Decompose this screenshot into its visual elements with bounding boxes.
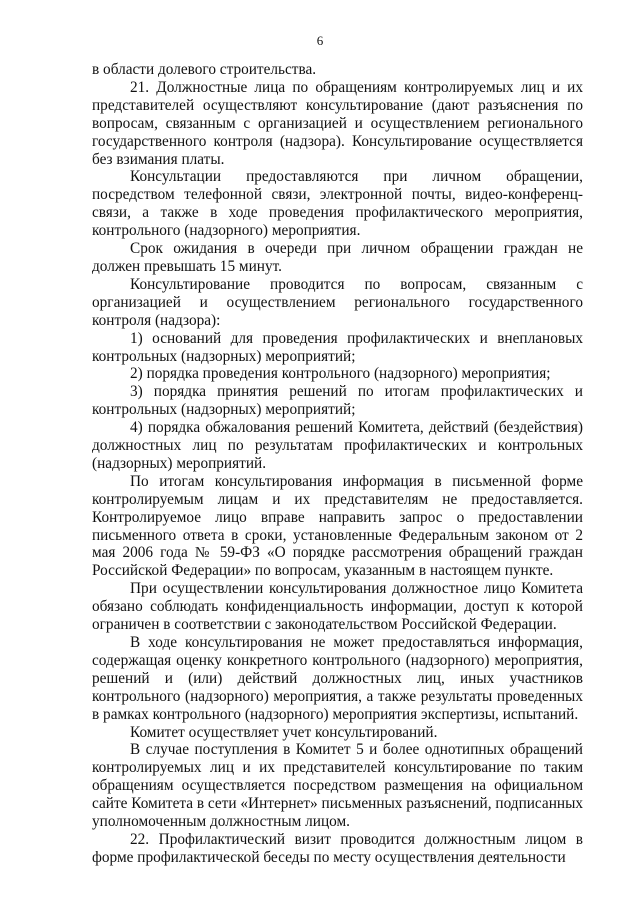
list-item: 3) порядка принятия решений по итогам профилактических и контрольных (надзорных) мероприятий;	[92, 383, 583, 419]
page-number: 6	[316, 33, 324, 48]
list-item: 2) порядка проведения контрольного (надзорного) мероприятия;	[130, 365, 551, 383]
document-body	[92, 61, 583, 867]
paragraph: Срок ожидания в очереди при личном обращении граждан не должен превышать 15 минут.	[92, 240, 583, 275]
paragraph: В случае поступления в Комитет 5 и более однотипных обращений контролируемых лиц и их представителей консультирование по таким обращениям осуществляется посредством размещения на официальном сайте Комитета в сети «Интернет» письменных разъяснений, подписанных уполномоченным должностным лицом.	[92, 741, 584, 831]
paragraph: По итогам консультирования информация в письменной форме контролируемым лицам и их представителям не предоставляется. Контролируемое лицо вправе направить запрос о предоставлении письменного ответа в сроки, установленные Федеральным законом от 2 мая 2006 года № 59-ФЗ «О порядке рассмотрения обращений граждан Российской Федерации» по вопросам, указанным в настоящем пункте.	[92, 472, 583, 580]
paragraph: Консультации предоставляются при личном обращении, посредством телефонной связи, электронной почты, видео-конференц-связи, а также в ходе проведения профилактического мероприятия, контрольного (надзорного) мероприятия.	[92, 168, 583, 240]
paragraph: 22. Профилактический визит проводится должностным лицом в форме профилактической беседы по месту осуществления деятельности	[92, 830, 583, 866]
paragraph: При осуществлении консультирования должностное лицо Комитета обязано соблюдать конфиденциальность информации, доступ к которой ограничен в соответствии с законодательством Российской Федерации.	[92, 580, 583, 634]
paragraph: В ходе консультирования не может предоставляться информация, содержащая оценку конкретного контрольного (надзорного) мероприятия, решений и (или) действий должностных лиц, иных участников контрольного (надзорного) мероприятия, а также результаты проведенных в рамках контрольного (надзорного) мероприятия экспертизы, испытаний.	[92, 634, 583, 723]
list-item: 4) порядка обжалования решений Комитета, действий (бездействия) должностных лиц по результатам профилактических и контрольных (надзорных) мероприятий.	[92, 419, 583, 472]
paragraph: Комитет осуществляет учет консультирований.	[130, 723, 438, 741]
paragraph: 21. Должностные лица по обращениям контролируемых лиц и их представителей осуществляют консультирование (дают разъяснения по вопросам, связанным с организацией и осуществлением регионального государственного контроля (надзора). Консультирование осуществляется без взимания платы.	[92, 78, 583, 168]
paragraph: Консультирование проводится по вопросам, связанным с организацией и осуществлением регионального государственного контроля (надзора):	[92, 275, 583, 329]
list-item: 1) оснований для проведения профилактических и внеплановых контрольных (надзорных) мероприятий;	[92, 329, 583, 365]
paragraph: в области долевого строительства.	[92, 61, 317, 78]
